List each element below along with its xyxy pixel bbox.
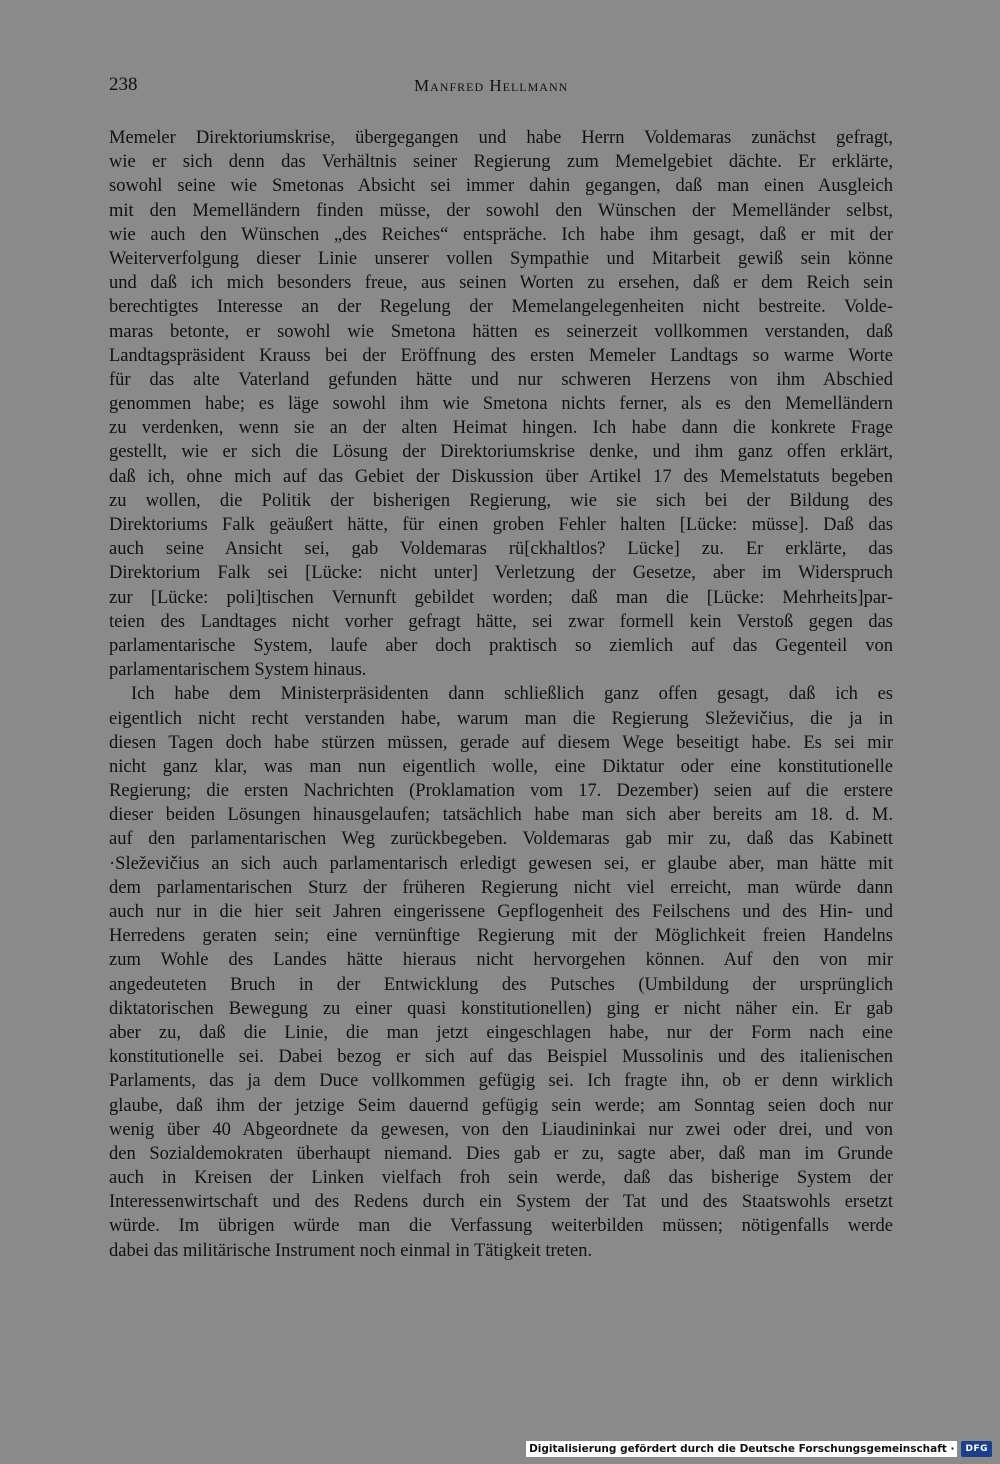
text-line: zu wollen, die Politik der bisherigen Regierung, wie sie sich bei der Bildung des <box>109 490 893 511</box>
text-line: Direktorium Falk sei [Lücke: nicht unter] Verletzung der Gesetze, aber im Widerspruch <box>109 563 893 584</box>
text-line: gestellt, wie er sich die Lösung der Direktoriumskrise denke, und ihm ganz offen erklärt, <box>109 442 893 463</box>
funding-note: Digitalisierung gefördert durch die Deutsche Forschungsgemeinschaft · <box>526 1441 957 1457</box>
text-line: diktatorischen Bewegung zu einer quasi konstitutionellen) ging er nicht näher ein. Er gab <box>109 998 893 1019</box>
text-line: dieser beiden Lösungen hinausgelaufen; tatsächlich habe man sich aber bereits am 18. d. M. <box>109 805 893 826</box>
text-line: aber zu, daß die Linie, die man jetzt eingeschlagen habe, nur der Form nach eine <box>109 1022 893 1043</box>
text-line: auch nur in die hier seit Jahren eingerissene Gepflogenheit des Feilschens und des Hin- und <box>109 902 893 922</box>
text-line: Memeler Direktoriumskrise, übergegangen und habe Herrn Voldemaras zunächst gefragt, <box>109 128 893 148</box>
text-line: nicht ganz klar, was man nun eigentlich wolle, eine Diktatur oder eine konstitutionelle <box>109 756 893 777</box>
text-line: den Sozialdemokraten überhaupt niemand. Dies gab er zu, sagte aber, daß man im Grunde <box>109 1143 893 1164</box>
text-line: und daß ich mich besonders freue, aus seinen Worten zu ersehen, daß er dem Reich sein <box>109 273 893 294</box>
footer <box>526 1440 992 1458</box>
text-line: Direktoriums Falk geäußert hätte, für einen groben Fehler halten [Lücke: müsse]. Daß das <box>109 515 893 535</box>
text-line: angedeuteten Bruch in der Entwicklung des Putsches (Umbildung der ursprünglich <box>109 974 893 995</box>
text-line: zur [Lücke: poli]tischen Vernunft gebildet worden; daß man die [Lücke: Mehrheits]par- <box>109 587 893 608</box>
dfg-logo-icon: DFG <box>961 1441 992 1457</box>
text-line: Regierung; die ersten Nachrichten (Proklamation vom 17. Dezember) seien auf die erstere <box>109 781 893 802</box>
text-line: ·Sleževičius an sich auch parlamentarisch erledigt gewesen sei, er glaube aber, man hätte mit <box>109 853 893 874</box>
text-line: auf den parlamentarischen Weg zurückbegeben. Voldemaras gab mir zu, daß das Kabinett <box>109 829 893 850</box>
text-line: für das alte Vaterland gefunden hätte und nur schweren Herzens von ihm Abschied <box>109 369 893 390</box>
text-line: dabei das militärische Instrument noch einmal in Tätigkeit treten. <box>109 1240 593 1261</box>
text-line: wenig über 40 Abgeordnete da gewesen, von den Liaudininkai nur zwei oder drei, und von <box>109 1119 893 1140</box>
page-header <box>109 74 893 102</box>
text-line: Interessenwirtschaft und des Redens durch ein System der Tat und des Staatswohls ersetzt <box>109 1192 893 1213</box>
text-line: Herredens geraten sein; eine vernünftige Regierung mit der Möglichkeit freien Handelns <box>109 926 893 947</box>
text-line: zu verdenken, wenn sie an der alten Heimat hingen. Ich habe dann die konkrete Frage <box>109 418 893 439</box>
text-line: berechtigtes Interesse an der Regelung der Memelangelegenheiten nicht bestreite. Volde- <box>109 297 893 318</box>
text-line: mit den Memelländern finden müsse, der sowohl den Wünschen der Memelländer selbst, <box>109 200 893 221</box>
running-head: Manfred Hellmann <box>414 76 569 95</box>
text-line: glaube, daß ihm der jetzige Seim dauernd gefügig sein werde; am Sonntag seien doch nur <box>109 1095 893 1116</box>
text-line: daß ich, ohne mich auf das Gebiet der Diskussion über Artikel 17 des Memelstatuts begeben <box>109 466 893 487</box>
text-line: Parlaments, das ja dem Duce vollkommen gefügig sei. Ich fragte ihn, ob er denn wirklich <box>109 1071 893 1092</box>
text-line: genommen habe; es läge sowohl ihm wie Smetona nichts ferner, als es den Memelländern <box>109 394 893 415</box>
page-number: 238 <box>109 74 138 95</box>
text-line: sowohl seine wie Smetonas Absicht sei immer dahin gegangen, daß man einen Ausgleich <box>109 176 893 197</box>
text-line: teien des Landtages nicht vorher gefragt hätte, sei zwar formell kein Verstoß gegen das <box>109 611 893 632</box>
text-line: Weiterverfolgung dieser Linie unserer vollen Sympathie und Mitarbeit gewiß sein könne <box>109 248 893 269</box>
text-line: dem parlamentarischen Sturz der früheren Regierung nicht viel erreicht, man würde dann <box>109 877 893 898</box>
text-line: eigentlich nicht recht verstanden habe, warum man die Regierung Sleževičius, die ja in <box>109 708 893 729</box>
body-text <box>109 126 893 1263</box>
text-line: auch seine Ansicht sei, gab Voldemaras rü[ckhaltlos? Lücke] zu. Er erklärte, das <box>109 539 893 560</box>
text-line: zum Wohle des Landes hätte hieraus nicht hervorgehen können. Auf den von mir <box>109 950 893 971</box>
text-line: wie auch den Wünschen „des Reiches“ entspräche. Ich habe ihm gesagt, daß er mit der <box>109 224 893 245</box>
text-line: maras betonte, er sowohl wie Smetona hätten es seinerzeit vollkommen verstanden, daß <box>109 321 893 342</box>
text-line: auch in Kreisen der Linken vielfach froh sein werde, daß das bisherige System der <box>109 1168 893 1189</box>
text-line: diesen Tagen doch habe stürzen müssen, gerade auf diesem Wege beseitigt habe. Es sei mir <box>109 732 893 753</box>
text-line: parlamentarischem System hinaus. <box>109 660 367 681</box>
text-line: Ich habe dem Ministerpräsidenten dann schließlich ganz offen gesagt, daß ich es <box>131 684 893 705</box>
text-line: konstitutionelle sei. Dabei bezog er sich auf das Beispiel Mussolinis und des italienischen <box>109 1047 893 1068</box>
text-line: würde. Im übrigen würde man die Verfassung weiterbilden müssen; nötigenfalls werde <box>109 1216 893 1237</box>
text-line: wie er sich denn das Verhältnis seiner Regierung zum Memelgebiet dächte. Er erklärte, <box>109 152 893 173</box>
text-line: Landtagspräsident Krauss bei der Eröffnung des ersten Memeler Landtags so warme Worte <box>109 345 893 366</box>
text-line: parlamentarische System, laufe aber doch praktisch so ziemlich auf das Gegenteil von <box>109 635 893 656</box>
